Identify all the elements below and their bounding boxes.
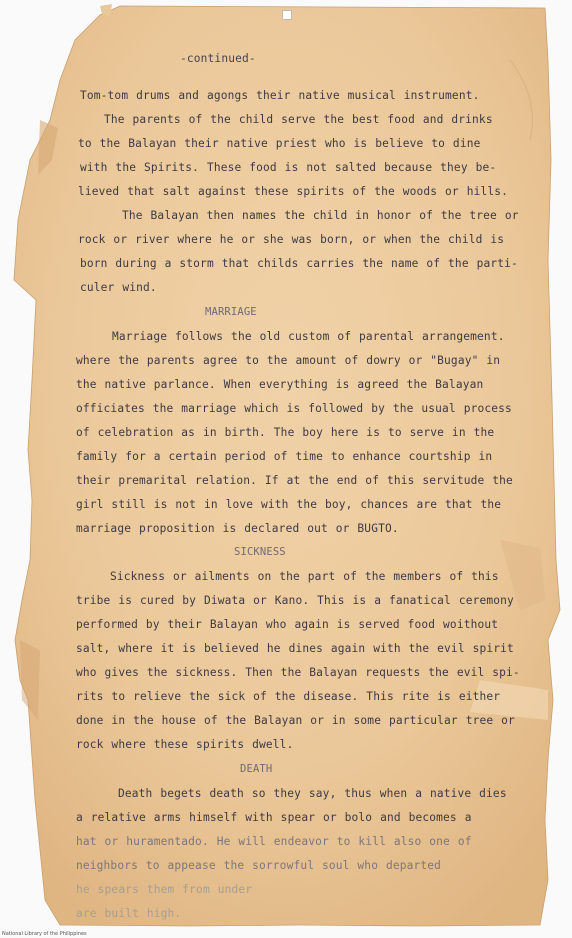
text-line: the native parlance. When everything is agreed the Balayan: [76, 378, 484, 391]
text-line: marriage proposition is declared out or BUGTO.: [76, 522, 399, 535]
text-line: performed by their Balayan who again is served food woithout: [76, 618, 499, 631]
text-line: with the Spirits. These food is not salted because they be-: [80, 161, 497, 174]
text-line: who gives the sickness. Then the Balayan requests the evil spi-: [76, 666, 520, 679]
text-line: girl still is not in love with the boy, chances are that the: [76, 498, 502, 511]
text-line: rock or river where he or she was born, or when the child is: [78, 233, 505, 246]
text-line: are built high.: [76, 907, 182, 920]
text-line: hat or huramentado. He will endeavor to kill also one of: [76, 835, 472, 848]
section-heading-marriage: MARRIAGE: [205, 306, 257, 318]
text-line: tribe is cured by Diwata or Kano. This is a fanatical ceremony: [76, 594, 514, 607]
text-line: born during a storm that childs carries the name of the parti-: [80, 257, 518, 270]
text-line: where the parents agree to the amount of dowry or "Bugay" in: [76, 354, 501, 367]
section-heading-death: DEATH: [240, 763, 273, 775]
text-line: salt, where it is believed he dines again with the evil spirit: [76, 642, 514, 655]
text-line: a relative arms himself with spear or bolo and becomes a: [76, 811, 472, 824]
text-line: done in the house of the Balayan or in some particular tree or: [76, 714, 515, 727]
text-line: Marriage follows the old custom of parental arrangement.: [112, 330, 505, 343]
text-line: lieved that salt against these spirits of the woods or hills.: [78, 185, 509, 198]
text-line: their premarital relation. If at the end of this servitude the: [76, 474, 513, 487]
continued-label: -continued-: [180, 52, 256, 65]
text-line: The parents of the child serve the best food and drinks: [104, 113, 493, 126]
text-line: rits to relieve the sick of the disease. This rite is either: [76, 690, 501, 703]
library-footer: National Library of the Philippines: [2, 931, 87, 937]
text-line: officiates the marriage which is followed by the usual process: [76, 402, 512, 415]
text-line: Death begets death so they say, thus when a native dies: [118, 787, 507, 800]
text-line: rock where these spirits dwell.: [76, 738, 294, 751]
text-line: to the Balayan their native priest who is believe to dine: [78, 137, 481, 150]
section-heading-sickness: SICKNESS: [234, 546, 286, 558]
text-line: neighbors to appease the sorrowful soul who departed: [76, 859, 442, 872]
text-line: family for a certain period of time to enhance courtship in: [76, 450, 493, 463]
text-line: The Balayan then names the child in honor of the tree or: [122, 209, 519, 222]
text-line: Tom-tom drums and agongs their native musical instrument.: [80, 89, 480, 102]
text-line: of celebration as in birth. The boy here is to serve in the: [76, 426, 495, 439]
text-line: Sickness or ailments on the part of the members of this: [110, 570, 499, 583]
text-line: culer wind.: [80, 281, 157, 294]
text-line: he spears them from under: [76, 883, 253, 896]
